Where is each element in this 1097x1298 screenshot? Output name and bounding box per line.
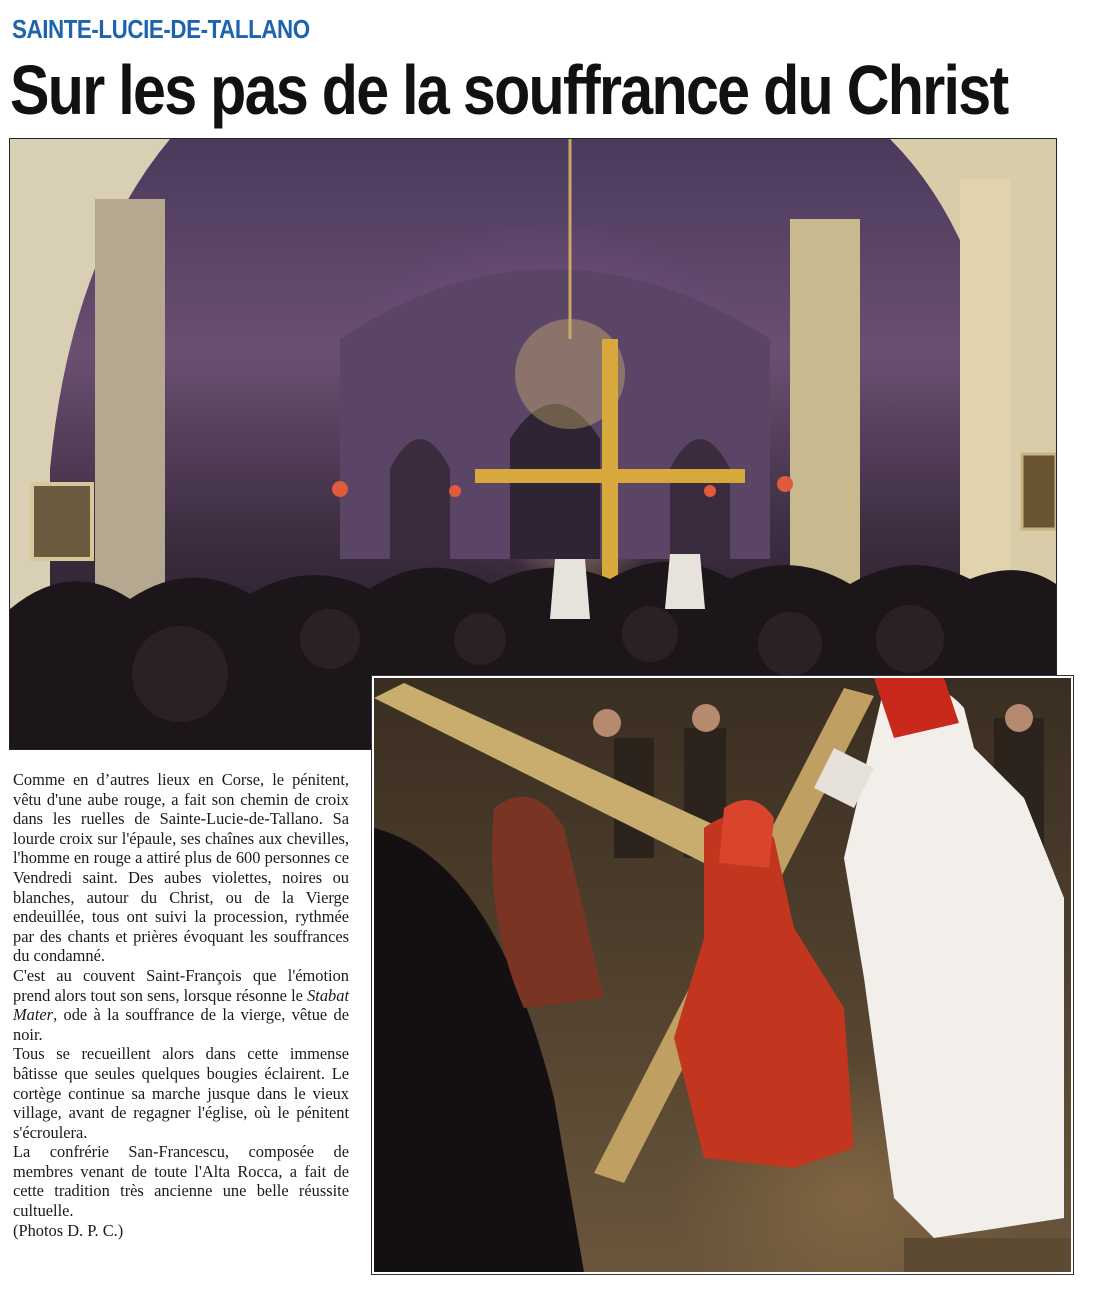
paragraph-2-text-start: C'est au couvent Saint-François que l'émotion prend alors tout son sens, lorsque résonne le	[13, 965, 349, 1005]
article-paragraph-4: La confrérie San-Francescu, composée de membres venant de toute l'Alta Rocca, a fait de cette tradition très ancienne une belle réussite cultuelle.	[13, 1142, 349, 1221]
church-interior-photo	[9, 138, 1057, 750]
article-paragraph-2	[13, 966, 349, 1044]
stabat-mater-italic: Stabat Mater	[13, 985, 349, 1025]
penitent-procession-photo	[372, 676, 1073, 1274]
church-illustration	[10, 139, 1056, 749]
article-body	[13, 770, 349, 1240]
paragraph-2-text-end: , ode à la souffrance de la vierge, vêtue de noir.	[13, 1005, 349, 1044]
headline: Sur les pas de la souffrance du Christ	[10, 51, 1008, 129]
procession-illustration	[374, 678, 1071, 1272]
kicker-location: SAINTE-LUCIE-DE-TALLANO	[12, 14, 310, 44]
photo-credit: (Photos D. P. C.)	[13, 1220, 124, 1240]
article-paragraph-3: Tous se recueillent alors dans cette immense bâtisse que seules quelques bougies éclairent. Le cortège continue sa marche jusque dans le vieux village, avant de regagner l'église, où le pénitent s'écroulera.	[13, 1044, 349, 1142]
article-paragraph-1: Comme en d’autres lieux en Corse, le pénitent, vêtu d'une aube rouge, a fait son chemin de croix dans les ruelles de Sainte-Lucie-de-Tallano. Sa lourde croix sur l'épaule, ses chaînes aux chevilles, l'homme en rouge a attiré plus de 600 personnes ce Vendredi saint. Des aubes violettes, noires ou blanches, autour du Christ, ou de la Vierge endeuillée, tous ont suivi la procession, rythmée par des chants et prières évoquant les souffrances du condamné.	[13, 770, 349, 966]
